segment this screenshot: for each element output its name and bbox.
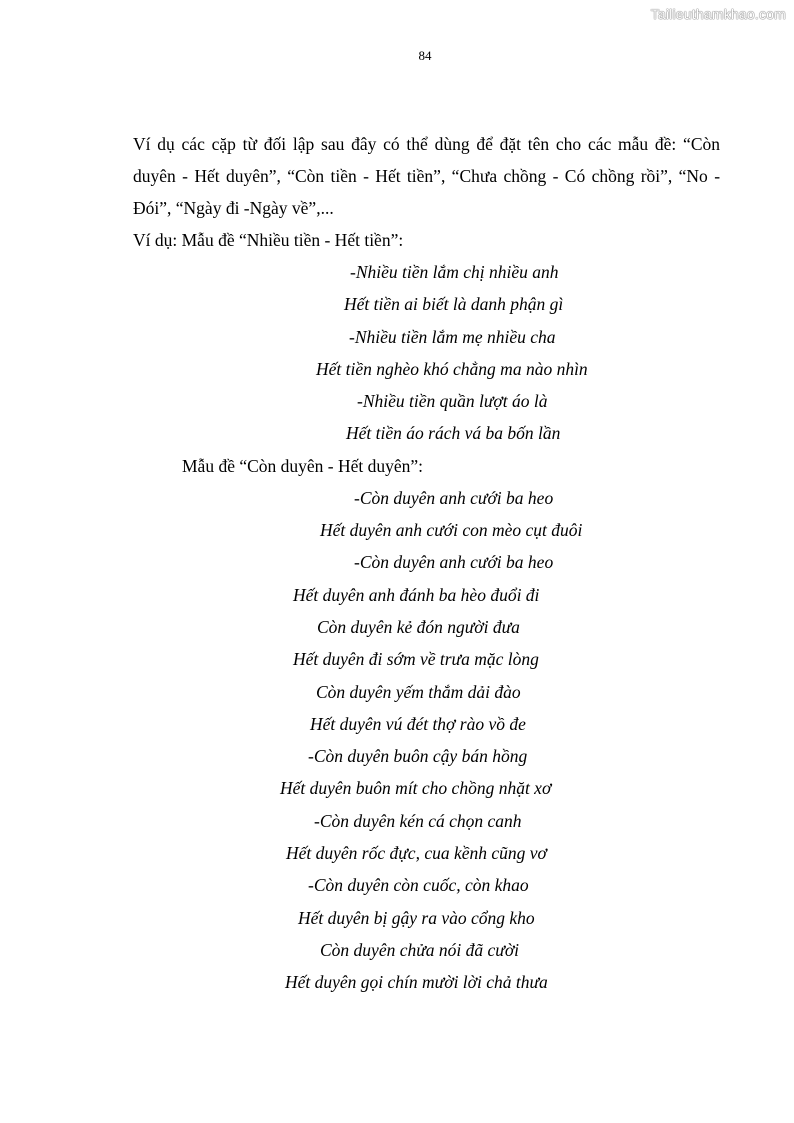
verse-line-text: Hết tiền nghèo khó chẳng ma nào nhìn [316, 358, 588, 379]
verse-line [133, 643, 720, 675]
verse-line-text: -Còn duyên buôn cậy bán hồng [308, 746, 528, 767]
document-body [133, 128, 720, 999]
intro-paragraph [133, 128, 720, 224]
verse-line [133, 966, 720, 998]
verse-line-text: Hết duyên bị gậy ra vào cổng kho [298, 907, 535, 928]
verse-line [133, 417, 720, 449]
verse-line-text: Hết duyên anh đánh ba hèo đuổi đi [293, 584, 540, 605]
verse-line-text: Hết duyên buôn mít cho chồng nhặt xơ [280, 778, 552, 799]
verse-line-text: Hết duyên gọi chín mười lời chả thưa [285, 972, 548, 993]
verse-line-text: -Còn duyên còn cuốc, còn khao [308, 875, 529, 896]
verse-line [133, 869, 720, 901]
verse-line-text: Còn duyên yếm thắm dải đào [316, 681, 521, 702]
page-number: 84 [418, 48, 432, 63]
verse-line [133, 837, 720, 869]
verse-line-text: Còn duyên kẻ đón người đưa [317, 616, 520, 637]
intro-line: Ví dụ các cặp từ đối lập sau đây có thể dùng để đặt tên cho các mẫu đề: “Còn [133, 134, 720, 154]
verse-block-2 [133, 482, 720, 999]
verse-line [133, 321, 720, 353]
verse-line [133, 353, 720, 385]
verse-line [133, 676, 720, 708]
verse-line [133, 902, 720, 934]
example2-heading: Mẫu đề “Còn duyên - Hết duyên”: [182, 455, 424, 476]
verse-line [133, 482, 720, 514]
verse-line-text: -Nhiều tiền lắm chị nhiều anh [350, 262, 559, 282]
example1-heading: Ví dụ: Mẫu đề “Nhiều tiền - Hết tiền”: [133, 230, 404, 250]
verse-line [133, 611, 720, 643]
verse-line-text: Hết tiền áo rách vá ba bốn lần [346, 423, 561, 444]
verse-line-text: Hết tiền ai biết là danh phận gì [344, 294, 564, 315]
intro-line: duyên - Hết duyên”, “Còn tiền - Hết tiền”, “Chưa chồng - Có chồng rồi”, “No [133, 166, 708, 186]
verse-line-text: Hết duyên anh cưới con mèo cụt đuôi [320, 520, 583, 541]
verse-line [133, 934, 720, 966]
verse-line [133, 514, 720, 546]
verse-line [133, 546, 720, 578]
verse-line-text: -Nhiều tiền quần lượt áo là [357, 391, 548, 412]
verse-line [133, 708, 720, 740]
verse-line [133, 579, 720, 611]
verse-line [133, 256, 720, 288]
watermark: Tailieuthamkhao.com [650, 6, 786, 22]
verse-line-text: Hết duyên rốc đực, cua kềnh cũng vơ [286, 843, 547, 864]
verse-line-text: Hết duyên đi sớm về trưa mặc lòng [293, 649, 539, 670]
verse-line-text: Còn duyên chửa nói đã cười [320, 939, 520, 960]
verse-line-text: -Còn duyên anh cưới ba heo [354, 487, 554, 508]
verse-line [133, 385, 720, 417]
verse-line-text: -Còn duyên kén cá chọn canh [314, 810, 522, 831]
verse-line-text: -Nhiều tiền lắm mẹ nhiều cha [349, 326, 556, 347]
verse-line [133, 805, 720, 837]
verse-line-text: Hết duyên vú đét thợ rào vồ đe [310, 713, 526, 734]
verse-line [133, 740, 720, 772]
verse-line [133, 288, 720, 320]
verse-block-1 [133, 256, 720, 450]
verse-line-text: -Còn duyên anh cưới ba heo [354, 552, 554, 573]
intro-line: - Đói”, “Ngày đi -Ngày về”,... [133, 166, 721, 218]
verse-line [133, 772, 720, 804]
